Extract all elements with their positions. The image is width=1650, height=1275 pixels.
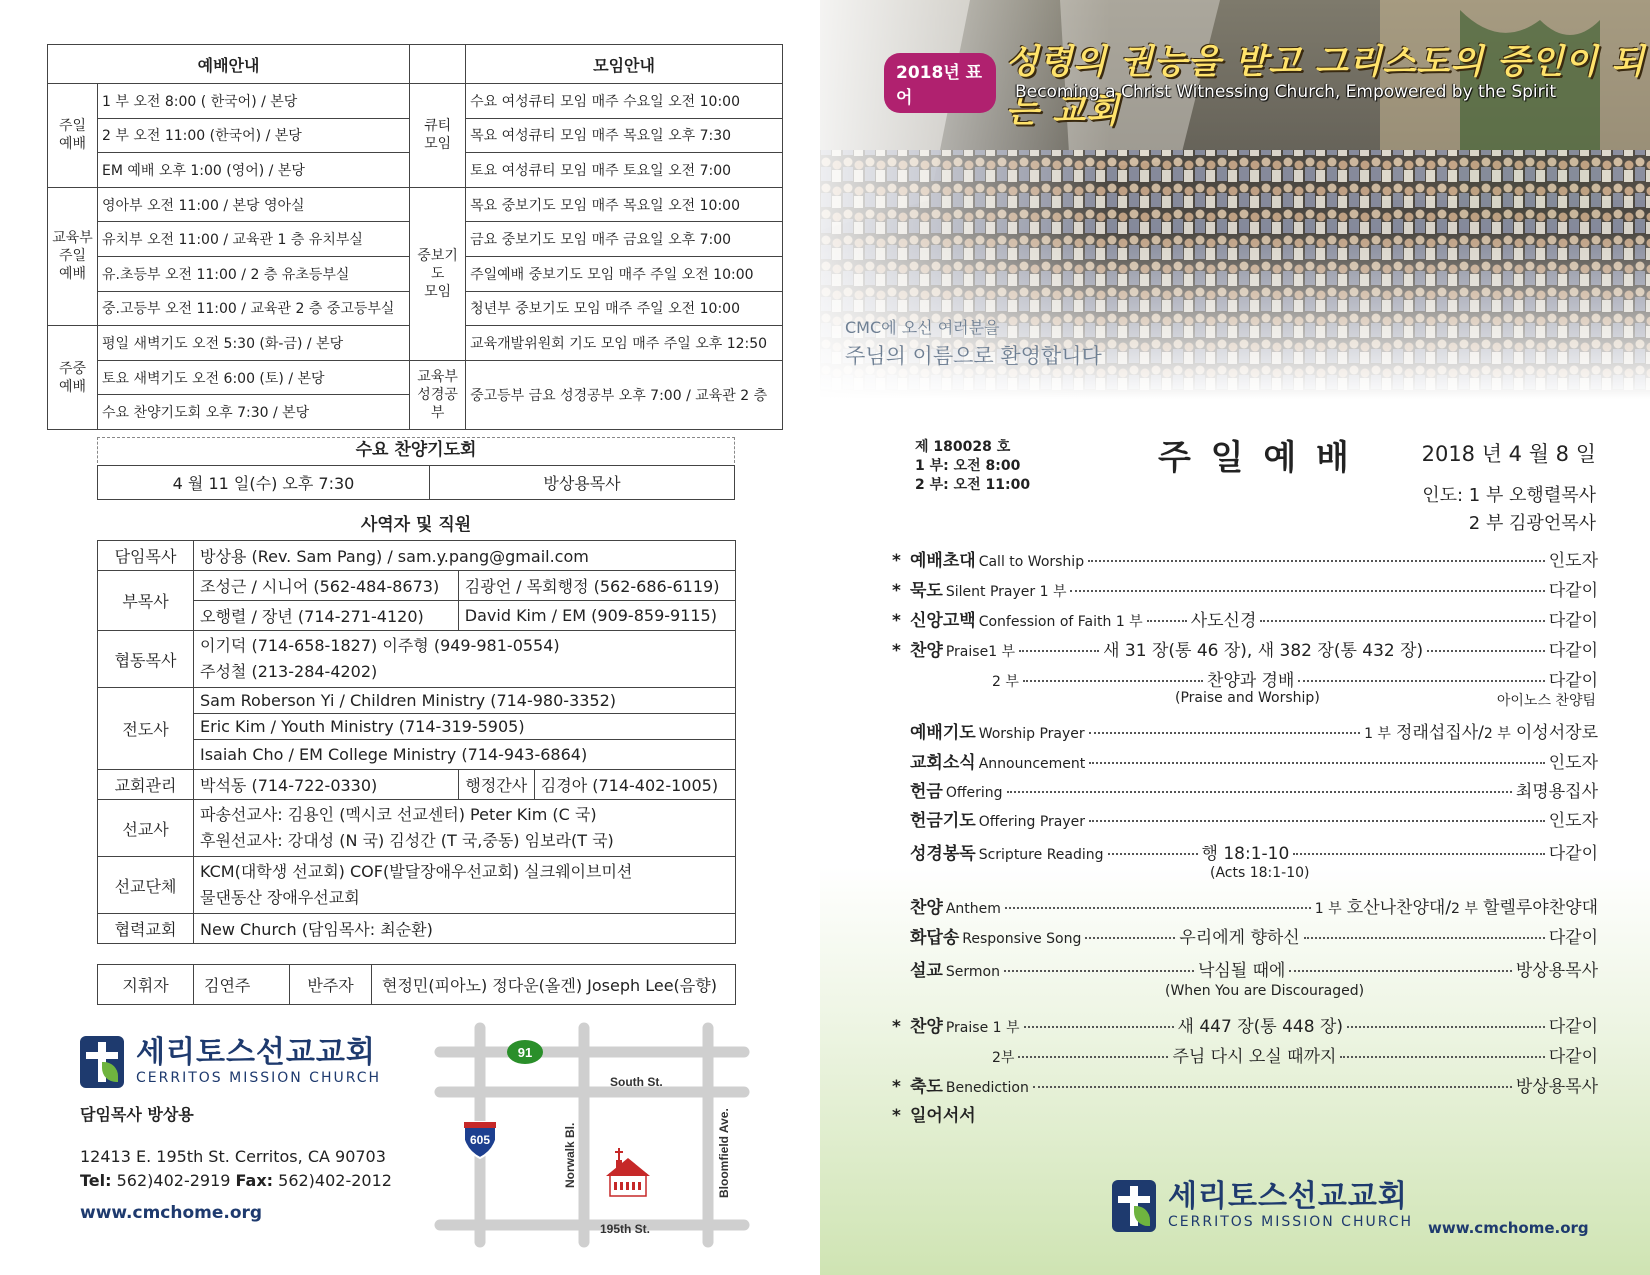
mgmt-label: 교회관리 (98, 770, 194, 800)
prayer-1: 목요 중보기도 모임 매주 목요일 오전 10:00 (466, 187, 783, 222)
edu-label: 교육부 주일 예배 (48, 187, 98, 325)
theme-text-kr: 성령의 권능을 받고 그리스도의 증인이 되는 교회 (1005, 42, 1646, 131)
weekday-3: 수요 찬양기도회 오후 7:30 / 본당 (98, 395, 410, 430)
coop-label: 협동목사 (98, 631, 194, 688)
sermon-note: (When You are Discouraged) (1165, 983, 1365, 999)
mission-org-label: 선교단체 (98, 857, 194, 914)
website-link[interactable]: www.cmchome.org (80, 1203, 263, 1223)
south-st-label: South St. (610, 1075, 663, 1089)
leader-line-1: 인도: 1 부 오행렬목사 (1422, 485, 1596, 506)
church-name-en-right: CERRITOS MISSION CHURCH (1168, 1214, 1414, 1230)
wednesday-speaker: 방상용목사 (430, 466, 735, 500)
schedule-table (47, 44, 783, 430)
missionary-2: 후원선교사: 강대성 (N 국) 김성간 (T 국,중동) 임보라(T 국) (200, 831, 614, 850)
order-praise-2: 2 부 찬양과 경배 다같이 (992, 671, 1598, 691)
assoc-3: 오행렬 / 장년 (714-271-4120) (194, 601, 459, 631)
order-call-to-worship: * 예배초대 Call to Worship 인도자 (892, 551, 1598, 571)
welcome-line-1: CMC에 오신 여러분을 (845, 318, 1000, 337)
mgmt: 박석동 (714-722-0330) (194, 770, 459, 800)
assoc-1: 조성근 / 시니어 (562-484-8673) (194, 571, 459, 601)
staff-title: 사역자 및 직원 (360, 515, 472, 535)
partner-label: 협력교회 (98, 914, 194, 944)
order-confession: * 신앙고백 Confession of Faith 1 부 사도신경 다같이 (892, 611, 1598, 631)
assoc-4: David Kim / EM (909-859-9115) (458, 601, 735, 631)
prayer-5: 교육개발위원회 기도 모임 매주 주일 오후 12:50 (466, 326, 783, 361)
evang-label: 전도사 (98, 688, 194, 770)
order-scripture: 성경봉독 Scripture Reading 행 18:1-10 다같이 (910, 844, 1598, 864)
admin: 김경아 (714-402-1005) (534, 770, 735, 800)
wednesday-table (97, 465, 735, 500)
195th-label: 195th St. (600, 1222, 651, 1236)
order-sermon: 설교 Sermon 낙심될 때에 방상용목사 (910, 961, 1598, 981)
prayer-4: 청년부 중보기도 모임 매주 주일 오전 10:00 (466, 291, 783, 326)
worship-header: 예배안내 (48, 45, 410, 84)
partner: New Church (담임목사: 최순환) (194, 914, 736, 944)
music-table (97, 964, 736, 1005)
sunday-3: EM 예배 오후 1:00 (영어) / 본당 (98, 153, 410, 188)
leader-line-2: 2 부 김광언목사 (1468, 513, 1596, 534)
qt-1: 수요 여성큐티 모임 매주 수요일 오전 10:00 (466, 84, 783, 119)
order-closing-praise-2: 2부 주님 다시 오실 때까지 다같이 (992, 1047, 1598, 1067)
hwy91-label: 91 (517, 1045, 533, 1060)
second-service-time: 2 부: 오전 11:00 (915, 477, 1031, 493)
fax: 562)402-2012 (278, 1171, 392, 1190)
evang-3: Isaiah Cho / EM College Ministry (714-943-6864) (194, 740, 736, 770)
accomp: 현정민(피아노) 정다운(올겐) Joseph Lee(음향) (372, 965, 736, 1005)
service-title: 주 일 예 배 (1158, 438, 1353, 478)
wednesday-date: 4 월 11 일(수) 오후 7:30 (98, 466, 430, 500)
coop-2: 주성철 (213-284-4202) (200, 662, 378, 681)
weekday-label: 주중 예배 (48, 326, 98, 430)
order-offering-prayer: 헌금기도 Offering Prayer 인도자 (910, 811, 1598, 831)
tel: 562)402-2919 (116, 1171, 231, 1190)
missionary-1: 파송선교사: 김용인 (멕시코 선교센터) Peter Kim (C 국) (200, 805, 597, 824)
prayer-label: 중보기도 모임 (410, 187, 466, 360)
praise-2-note: (Praise and Worship) (1175, 690, 1320, 706)
weekday-2: 토요 새벽기도 오전 6:00 (토) / 본당 (98, 360, 410, 395)
cross-logo-icon (80, 1036, 124, 1088)
scripture-note: (Acts 18:1-10) (1210, 865, 1310, 881)
accomp-label: 반주자 (290, 965, 372, 1005)
bloomfield-label: Bloomfield Ave. (717, 1108, 731, 1198)
theme-year-badge: 2018년 표어 (884, 53, 996, 113)
tel-label: Tel: (80, 1171, 112, 1190)
mission-org-1: KCM(대학생 선교회) COF(발달장애우선교회) 실크웨이브미션 (200, 862, 633, 881)
order-offering: 헌금 Offering 최명용집사 (910, 782, 1598, 802)
church-name-kr-right: 세리토스선교교회 (1168, 1179, 1408, 1214)
mission-org-2: 물댄동산 장애우선교회 (200, 888, 360, 907)
coop-1: 이기덕 (714-658-1827) 이주형 (949-981-0554) (200, 636, 560, 655)
first-service-time: 1 부: 오전 8:00 (915, 458, 1021, 474)
weekday-1: 평일 새벽기도 오전 5:30 (화-금) / 본당 (98, 326, 410, 361)
order-praise: * 찬양 Praise1 부 새 31 장(통 46 장), 새 382 장(통 432 장) 다같이 (892, 641, 1598, 661)
prayer-2: 금요 중보기도 모임 매주 금요일 오후 7:00 (466, 222, 783, 257)
missionary-label: 선교사 (98, 800, 194, 857)
order-stand: * 일어서서 (892, 1106, 976, 1126)
assoc-2: 김광언 / 목회행정 (562-686-6119) (458, 571, 735, 601)
order-announcement: 교회소식 Announcement 인도자 (910, 753, 1598, 773)
sunday-label: 주일 예배 (48, 84, 98, 188)
admin-label: 행정간사 (458, 770, 534, 800)
service-date: 2018 년 4 월 8 일 (1421, 442, 1596, 466)
qt-2: 목요 여성큐티 모임 매주 목요일 오후 7:30 (466, 118, 783, 153)
conductor: 김연주 (194, 965, 290, 1005)
coop-list (194, 631, 736, 688)
church-name-kr: 세리토스선교교회 (136, 1035, 376, 1070)
website-link-right[interactable]: www.cmchome.org (1428, 1219, 1589, 1237)
order-responsive-song: 화답송 Responsive Song 우리에게 향하신 다같이 (910, 928, 1598, 948)
qt-3: 토요 여성큐티 모임 매주 토요일 오전 7:00 (466, 153, 783, 188)
prayer-3: 주일예배 중보기도 모임 매주 주일 오전 10:00 (466, 256, 783, 291)
praise-2-team: 아이노스 찬양팀 (1496, 693, 1596, 709)
sunday-2: 2 부 오전 11:00 (한국어) / 본당 (98, 118, 410, 153)
qt-label: 큐티 모임 (410, 84, 466, 188)
sunday-1: 1 부 오전 8:00 ( 한국어) / 본당 (98, 84, 410, 119)
church-logo-left (80, 1036, 381, 1088)
order-benediction: * 축도 Benediction 방상용목사 (892, 1077, 1598, 1097)
assoc-label: 부목사 (98, 571, 194, 631)
church-marker-icon (606, 1148, 650, 1196)
address: 12413 E. 195th St. Cerritos, CA 90703 (80, 1147, 386, 1166)
order-worship-prayer: 예배기도 Worship Prayer 1 부 정래섭집사/ 2 부 이성서장로 (910, 723, 1598, 743)
phone-line (80, 1171, 392, 1190)
order-closing-praise: * 찬양 Praise 1 부 새 447 장(통 448 장) 다같이 (892, 1017, 1598, 1037)
church-logo-right (1112, 1180, 1413, 1232)
meeting-header: 모임안내 (466, 45, 783, 84)
edu-1: 영아부 오전 11:00 / 본당 영아실 (98, 187, 410, 222)
study: 중고등부 금요 성경공부 오후 7:00 / 교육관 2 층 (466, 360, 783, 429)
theme-text-en: Becoming a Christ Witnessing Church, Empowered by the Spirit (1015, 82, 1557, 102)
norwalk-label: Norwalk Bl. (563, 1122, 577, 1188)
edu-2: 유치부 오전 11:00 / 교육관 1 층 유치부실 (98, 222, 410, 257)
edu-3: 유.초등부 오전 11:00 / 2 층 유초등부실 (98, 256, 410, 291)
issue-number: 제 180028 호 (915, 439, 1011, 455)
church-name-en: CERRITOS MISSION CHURCH (136, 1070, 382, 1086)
order-anthem: 찬양 Anthem 1 부 호산나찬양대/ 2 부 할렐루야찬양대 (910, 898, 1598, 918)
cross-logo-icon (1112, 1180, 1156, 1232)
evang-1: Sam Roberson Yi / Children Ministry (714-980-3352) (194, 688, 736, 714)
senior-pastor: 방상용 (Rev. Sam Pang) / sam.y.pang@gmail.com (194, 541, 736, 571)
fax-label: Fax: (235, 1171, 274, 1190)
location-map (432, 1020, 752, 1250)
i605-label: 605 (469, 1133, 491, 1147)
staff-table (97, 540, 736, 944)
order-silent-prayer: * 묵도 Silent Prayer 1 부 다같이 (892, 581, 1598, 601)
wednesday-title: 수요 찬양기도회 (97, 437, 735, 463)
edu-4: 중.고등부 오전 11:00 / 교육관 2 층 중고등부실 (98, 291, 410, 326)
conductor-label: 지휘자 (98, 965, 194, 1005)
pastor-line: 담임목사 방상용 (80, 1105, 194, 1124)
study-label: 교육부 성경공부 (410, 360, 466, 429)
senior-label: 담임목사 (98, 541, 194, 571)
evang-2: Eric Kim / Youth Ministry (714-319-5905) (194, 714, 736, 740)
welcome-line-2: 주님의 이름으로 환영합니다 (845, 344, 1102, 368)
missionary-list (194, 800, 736, 857)
mission-org-list (194, 857, 736, 914)
